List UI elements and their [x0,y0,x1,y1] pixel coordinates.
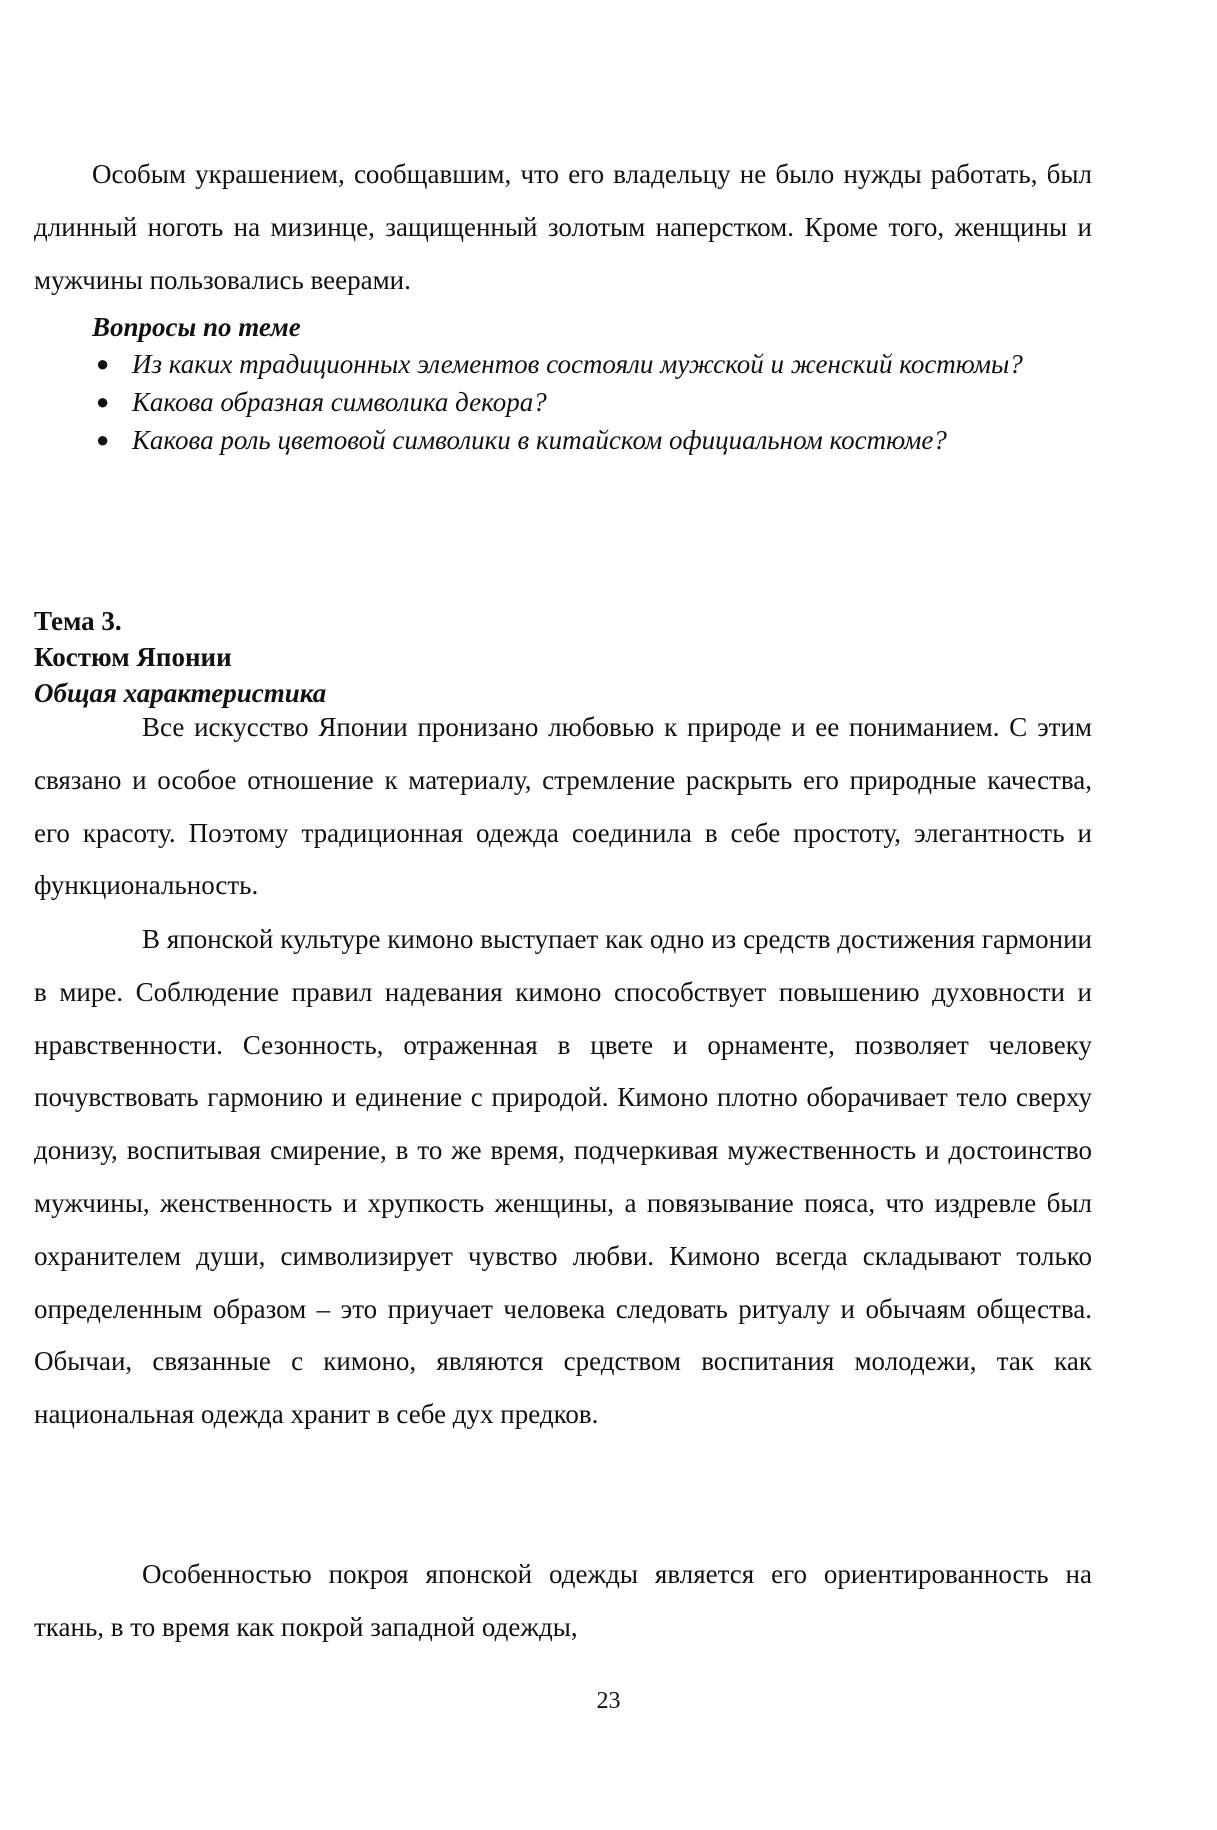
question-text: Какова образная символика декора? [132,387,547,417]
question-item [92,347,1092,381]
intro-paragraph: Особым украшением, сообщавшим, что его владельцу не было нужды работать, был длинный ноготь на мизинце, защищенный золотым наперстком. Кроме того, женщины и мужчины пользовались веерами. [34,159,1092,295]
topic-number: Тема 3. [34,606,122,636]
question-item [92,385,1092,419]
paragraph-kimono: В японской культуре кимоно выступает как одно из средств достижения гармонии в мире. Соблюдение правил надевания кимоно способствует повышению духовности и нравственности. Сезонность, отраженная в цвете и орнаменте, позволяет человеку почувствовать гармонию и единение с природой. Кимоно плотно оборачивает тело сверху донизу, воспитывая смирение, в то же время, подчеркивая мужественность и достоинство мужчины, женственность и хрупкость женщины, а повязывание пояса, что издревле был охранителем души, символизирует чувство любви. Кимоно всегда складывают только определенным образом – это приучает человека следовать ритуалу и обычаям общества. Обычаи, связанные с кимоно, являются средством воспитания молодежи, так как национальная одежда хранит в себе дух предков. [34,924,1092,1430]
questions-list [92,347,1092,457]
question-text: Какова роль цветовой символики в китайском официальном костюме? [132,425,947,455]
questions-section [92,309,1092,461]
topic-title: Костюм Японии [34,642,232,672]
paragraph-nature: Все искусство Японии пронизано любовью к природе и ее пониманием. С этим связано и особое отношение к материалу, стремление раскрыть его природные качества, его красоту. Поэтому традиционная одежда соединила в себе простоту, элегантность и функциональность. [34,712,1092,901]
topic-heading [34,603,1092,711]
bullet-icon: ● [96,389,110,414]
paragraph-cut: Особенностью покроя японской одежды является его ориентированность на ткань, в то время как покрой западной одежды, [34,1559,1092,1642]
topic-subtitle: Общая характеристика [34,678,327,708]
questions-title: Вопросы по теме [92,312,301,342]
bullet-icon: ● [96,427,110,452]
question-text: Из каких традиционных элементов состояли мужской и женский костюмы? [132,349,1023,379]
page-number: 23 [596,1688,621,1714]
question-item [92,423,1092,457]
bullet-icon: ● [96,351,110,376]
